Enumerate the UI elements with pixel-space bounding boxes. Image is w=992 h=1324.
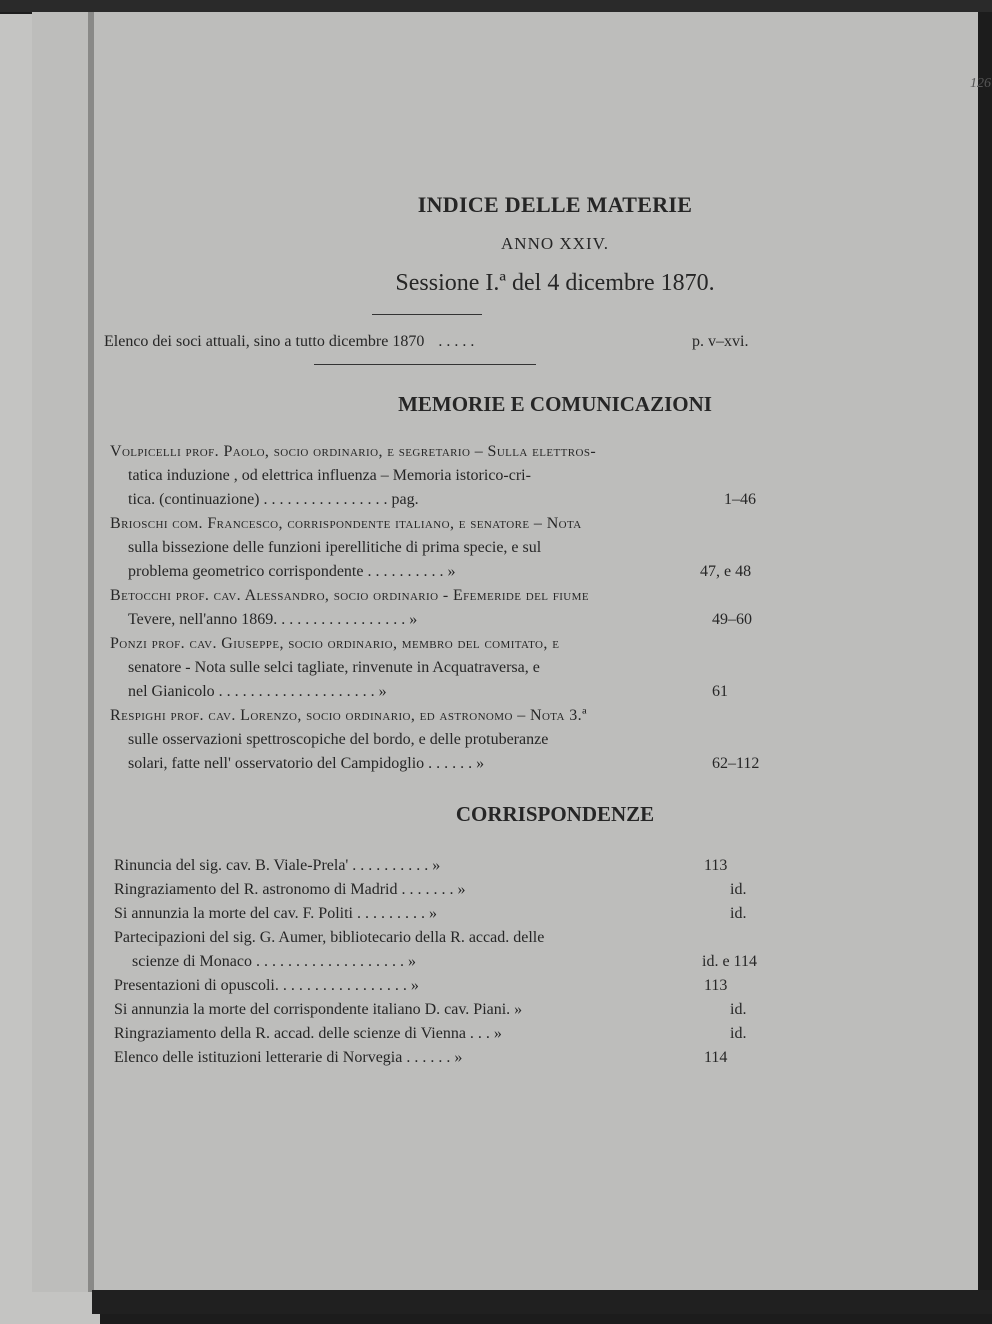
sessione-heading: Sessione I.ª del 4 dicembre 1870.	[395, 270, 715, 296]
corrispondenze-line: Si annunzia la morte del corrispondente italiano D. cav. Piani. »	[114, 1001, 523, 1018]
page-content	[104, 12, 978, 1292]
memorie-line: tica. (continuazione) . . . . . . . . . . . . . . . . pag.	[128, 491, 419, 508]
divider-rule	[314, 364, 536, 365]
memorie-line: Brioschi com. Francesco, corrispondente italiano, e senatore – Nota	[110, 515, 582, 532]
anno-label: ANNO XXIV.	[501, 234, 609, 253]
memorie-line: tatica induzione , od elettrica influenza – Memoria istorico-cri-	[128, 467, 531, 484]
memorie-line: Volpicelli prof. Paolo, socio ordinario, e segretario – Sulla elettros-	[110, 443, 597, 460]
memorie-page: 61	[712, 683, 728, 700]
memorie-page: 47, e 48	[700, 563, 752, 580]
corrispondenze-page: 114	[704, 1049, 728, 1066]
document-page	[32, 12, 991, 1292]
folio-number: 126	[970, 76, 991, 91]
corrispondenze-line: Ringraziamento del R. astronomo di Madrid . . . . . . . »	[114, 881, 466, 898]
section-title-memorie: MEMORIE E COMUNICAZIONI	[398, 392, 712, 416]
corrispondenze-line: Si annunzia la morte del cav. F. Politi . . . . . . . . . »	[114, 905, 437, 922]
memorie-page: 62–112	[712, 755, 760, 772]
elenco-page: p. v–xvi.	[692, 333, 749, 350]
page-fold-shadow	[88, 12, 94, 1292]
memorie-line: solari, fatte nell' osservatorio del Campidoglio . . . . . . »	[128, 755, 485, 772]
memorie-line: nel Gianicolo . . . . . . . . . . . . . . . . . . . . »	[128, 683, 387, 700]
corrispondenze-line: Partecipazioni del sig. G. Aumer, bibliotecario della R. accad. delle	[114, 929, 545, 946]
memorie-line: sulla bissezione delle funzioni iperellitiche di prima specie, e sul	[128, 539, 542, 556]
scan-border-bottom	[92, 1290, 992, 1314]
corrispondenze-page: 113	[704, 977, 728, 994]
corrispondenze-page: id.	[730, 881, 747, 898]
memorie-line: Betocchi prof. cav. Alessandro, socio ordinario - Efemeride del fiume	[110, 587, 589, 604]
corrispondenze-line: Ringraziamento della R. accad. delle scienze di Vienna . . . »	[114, 1025, 502, 1042]
page-title: INDICE DELLE MATERIE	[417, 192, 693, 217]
memorie-line: problema geometrico corrispondente . . . . . . . . . . »	[128, 563, 456, 580]
section-title-corrispondenze: CORRISPONDENZE	[455, 802, 655, 826]
memorie-line: sulle osservazioni spettroscopiche del bordo, e delle protuberanze	[128, 731, 549, 748]
scan-border-top	[0, 0, 992, 12]
corrispondenze-line: Presentazioni di opuscoli. . . . . . . . . . . . . . . . . »	[114, 977, 419, 994]
memorie-line: senatore - Nota sulle selci tagliate, rinvenute in Acquatraversa, e	[128, 659, 540, 676]
memorie-line: Ponzi prof. cav. Giuseppe, socio ordinario, membro del comitato, e	[110, 635, 560, 652]
corrispondenze-line: Rinuncia del sig. cav. B. Viale-Prela' . . . . . . . . . . »	[114, 857, 441, 874]
corrispondenze-page: 113	[704, 857, 728, 874]
memorie-line: Respighi prof. cav. Lorenzo, socio ordinario, ed astronomo – Nota 3.ª	[110, 707, 587, 724]
elenco-text: Elenco dei soci attuali, sino a tutto dicembre 1870	[104, 333, 425, 350]
memorie-page: 49–60	[712, 611, 752, 628]
corrispondenze-page: id. e 114	[702, 953, 757, 970]
memorie-page: 1–46	[724, 491, 756, 508]
corrispondenze-page: id.	[730, 1025, 747, 1042]
elenco-line	[104, 332, 474, 352]
elenco-dots: . . . . .	[438, 333, 475, 350]
divider-rule	[372, 314, 482, 315]
memorie-line: Tevere, nell'anno 1869. . . . . . . . . . . . . . . . . »	[128, 611, 418, 628]
corrispondenze-line: scienze di Monaco . . . . . . . . . . . . . . . . . . . »	[132, 953, 416, 970]
corrispondenze-page: id.	[730, 1001, 747, 1018]
corrispondenze-page: id.	[730, 905, 747, 922]
corrispondenze-line: Elenco delle istituzioni letterarie di Norvegia . . . . . . »	[114, 1049, 463, 1066]
